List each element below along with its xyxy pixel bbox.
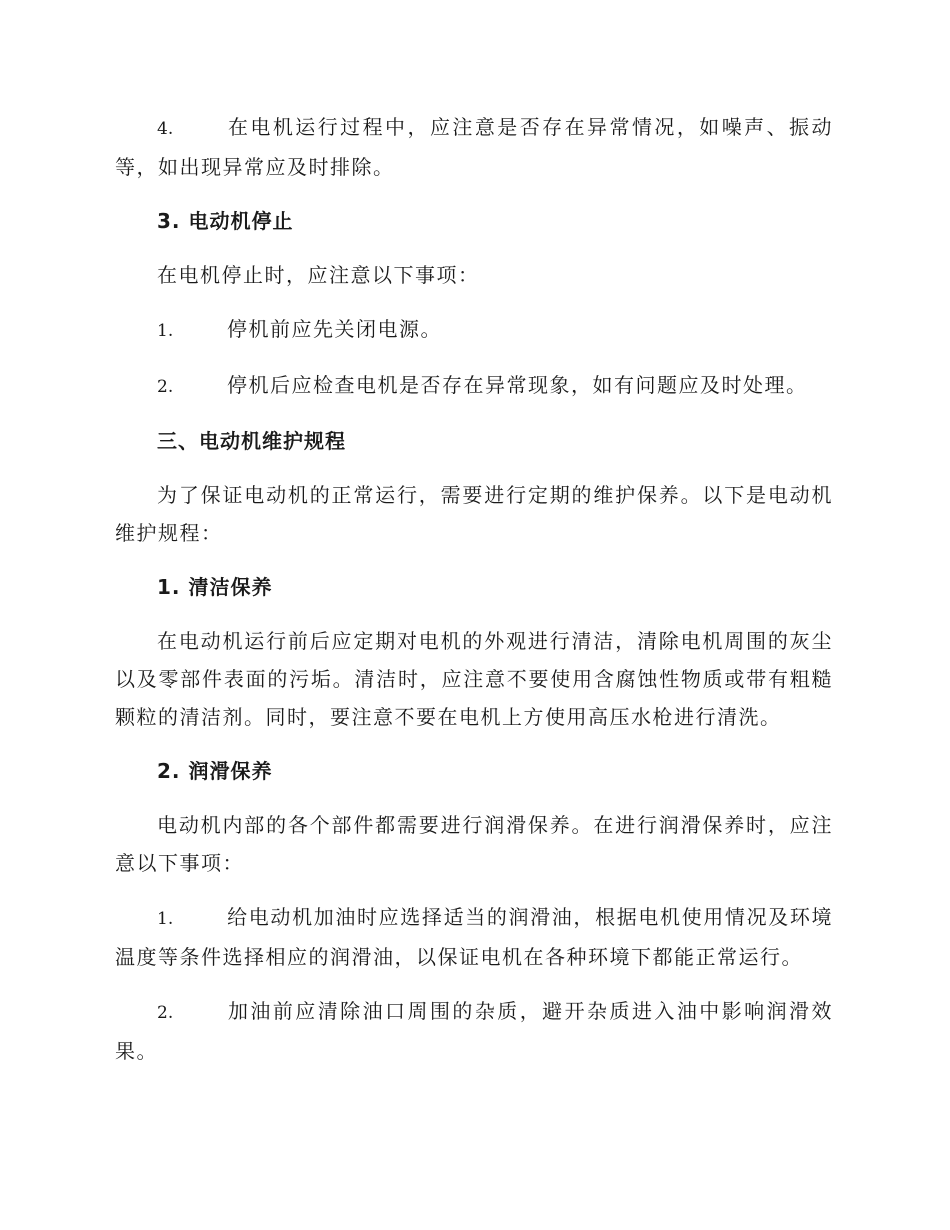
list-item-text: 停机后应检查电机是否存在异常现象，如有问题应及时处理。 <box>227 373 808 397</box>
section-heading-motor-stop: 3. 电动机停止 <box>157 209 294 233</box>
list-item-text: 给电动机加油时应选择适当的润滑油，根据电机使用情况及环境温度等条件选择相应的润滑油，以保证电机在各种环境下都能正常运行。 <box>115 905 833 969</box>
chapter-heading-maintenance: 三、电动机维护规程 <box>157 429 346 453</box>
list-item-2-clean-oil-port <box>115 992 833 1070</box>
paragraph-maintenance-intro: 为了保证电动机的正常运行，需要进行定期的维护保养。以下是电动机维护规程： <box>115 483 833 545</box>
list-item-1-power-off <box>115 310 833 350</box>
list-item-text: 停机前应先关闭电源。 <box>227 317 442 341</box>
list-number: 2. <box>157 377 174 397</box>
list-item-1-choose-oil <box>115 898 833 976</box>
list-item-text: 在电机运行过程中，应注意是否存在异常情况，如噪声、振动等，如出现异常应及时排除。 <box>115 115 833 179</box>
paragraph-cleaning: 在电动机运行前后应定期对电机的外观进行清洁，清除电机周围的灰尘以及零部件表面的污垢。清洁时，应注意不要使用含腐蚀性物质或带有粗糙颗粒的清洁剂。同时，要注意不要在电机上方使用高压水枪进行清洗。 <box>115 629 833 729</box>
list-item-4-check-abnormal <box>115 108 833 186</box>
list-item-2-post-stop-check <box>115 366 833 406</box>
list-number: 4. <box>157 119 174 139</box>
list-number: 1. <box>157 909 174 929</box>
section-heading-cleaning: 1. 清洁保养 <box>157 575 273 599</box>
paragraph-stop-intro: 在电机停止时，应注意以下事项： <box>157 263 480 287</box>
document-page <box>115 108 833 1086</box>
paragraph-lubrication-intro: 电动机内部的各个部件都需要进行润滑保养。在进行润滑保养时，应注意以下事项： <box>115 813 833 875</box>
list-item-text: 加油前应清除油口周围的杂质，避开杂质进入油中影响润滑效果。 <box>115 999 833 1063</box>
list-number: 1. <box>157 321 174 341</box>
section-heading-lubrication: 2. 润滑保养 <box>157 759 273 783</box>
list-number: 2. <box>157 1003 174 1023</box>
